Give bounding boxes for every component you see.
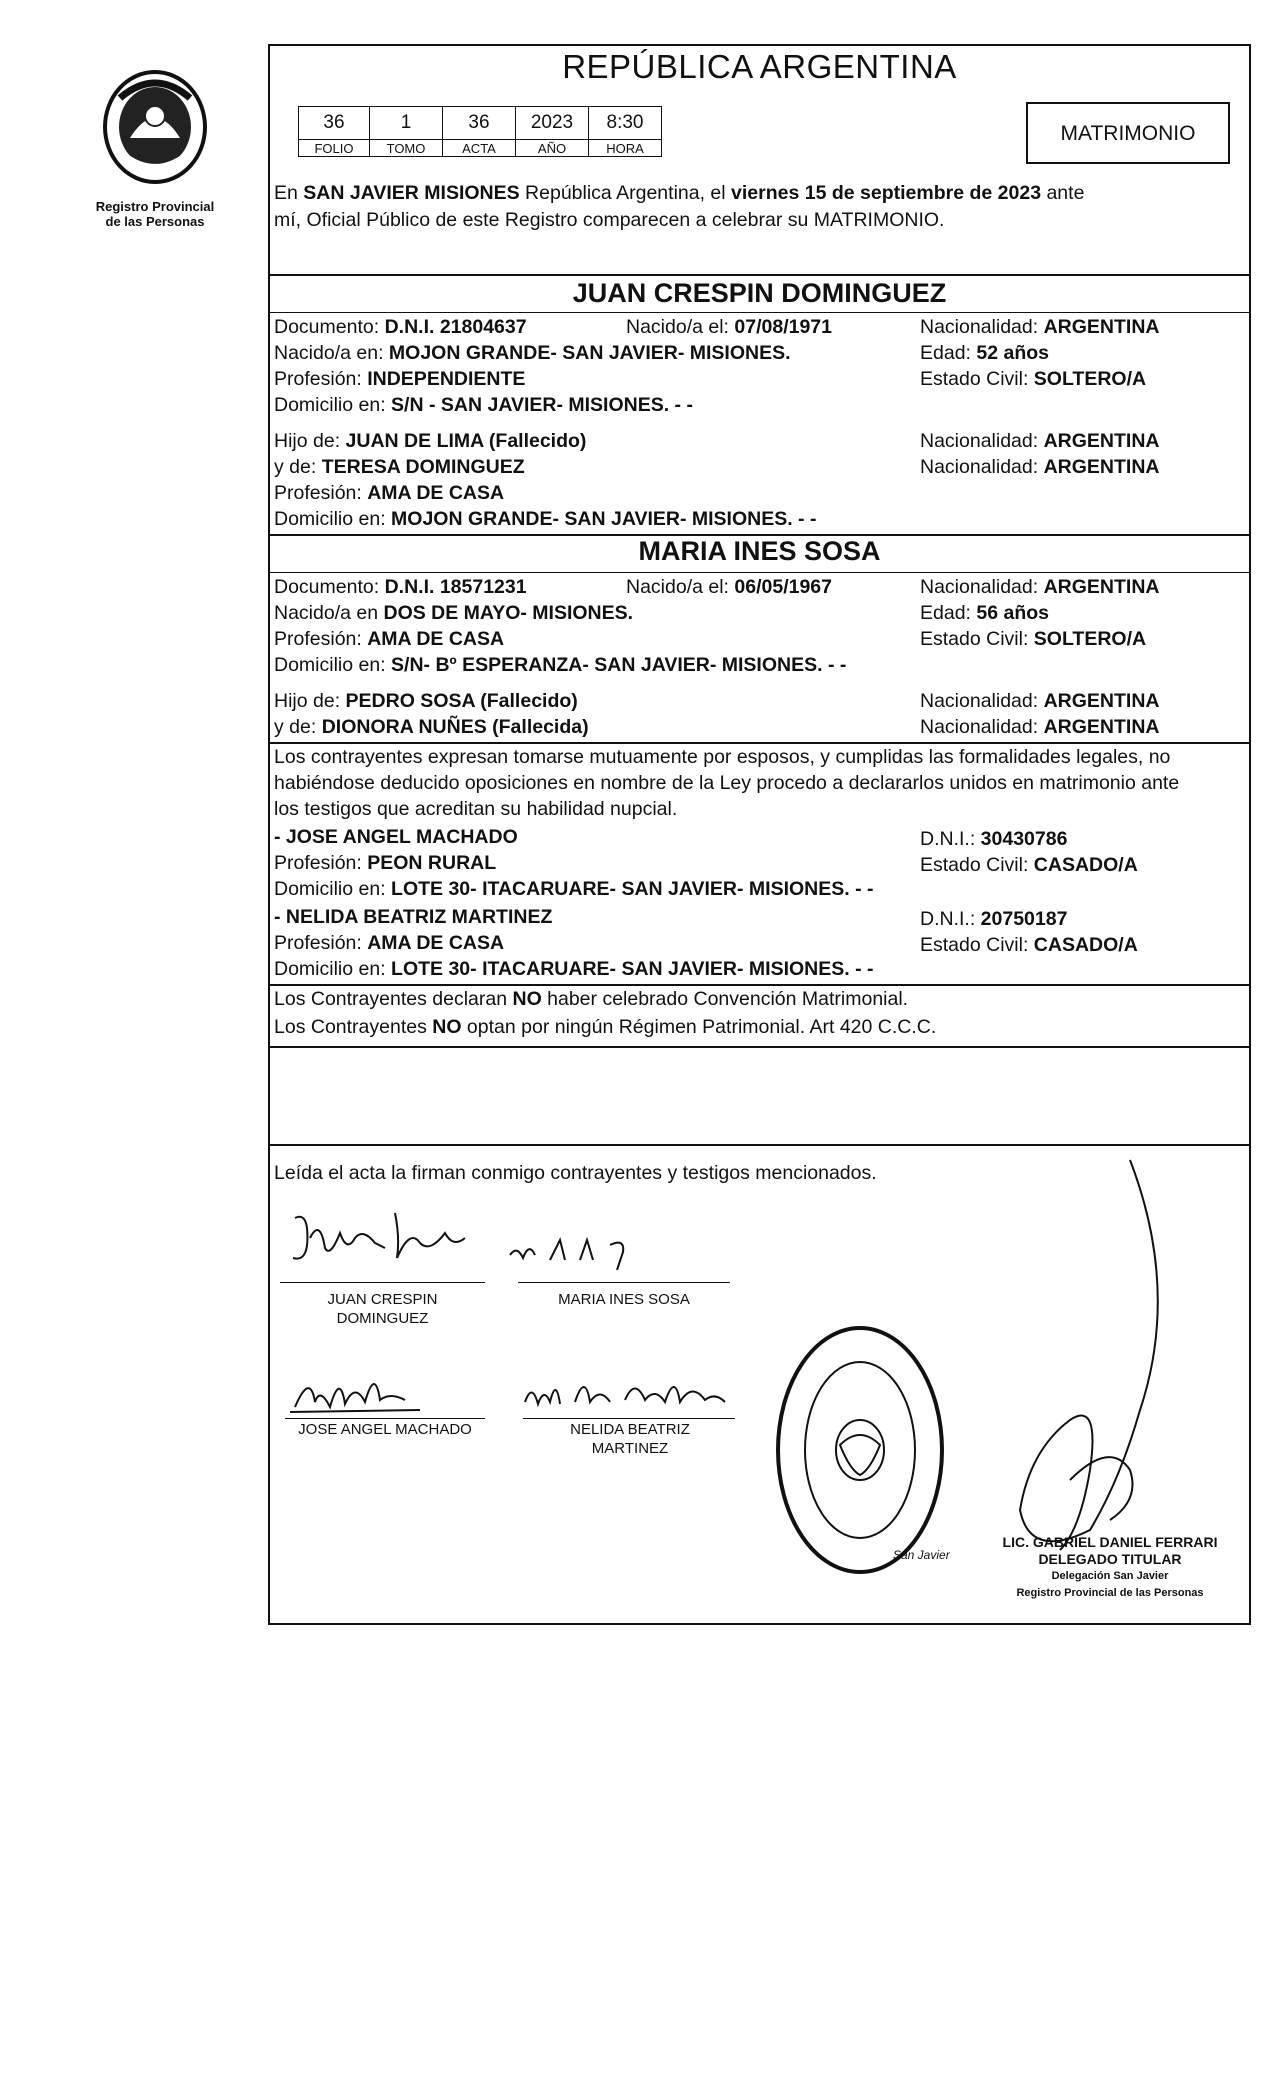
- spouse1-civil-status: Estado Civil: SOLTERO/A: [920, 368, 1147, 390]
- spouse1-mother-nationality: Nacionalidad: ARGENTINA: [920, 456, 1160, 478]
- signature-line: [523, 1418, 735, 1419]
- spouse2-birth-date: Nacido/a el: 06/05/1967: [626, 576, 833, 598]
- spouse1-parents-address: Domicilio en: MOJON GRANDE- SAN JAVIER- MISIONES. - -: [274, 508, 817, 530]
- spouse2-father: Hijo de: PEDRO SOSA (Fallecido): [274, 690, 578, 712]
- signer-jose: JOSE ANGEL MACHADO: [298, 1421, 472, 1438]
- spouse1-age: Edad: 52 años: [920, 342, 1050, 364]
- folio-label: FOLIO: [299, 140, 370, 157]
- official-signature-block: [990, 1534, 1230, 1602]
- spouse2-birth-place: Nacido/a en DOS DE MAYO- MISIONES.: [274, 602, 634, 624]
- spouse1-nationality: Nacionalidad: ARGENTINA: [920, 316, 1160, 338]
- date: viernes 15 de septiembre de 2023: [731, 182, 1042, 204]
- spouse2-address: Domicilio en: S/N- Bº ESPERANZA- SAN JAVIER- MISIONES. - -: [274, 654, 847, 676]
- declaration-line3: los testigos que acreditan su habilidad nupcial.: [274, 798, 678, 820]
- stamp-city: San Javier: [893, 1548, 950, 1562]
- spouse2-father-nationality: Nacionalidad: ARGENTINA: [920, 690, 1160, 712]
- official-office: Delegación San Javier: [1051, 1570, 1169, 1582]
- witness2-civil-status: Estado Civil: CASADO/A: [920, 934, 1138, 956]
- registry-name-line2: de las Personas: [105, 214, 205, 229]
- official-registry: Registro Provincial de las Personas: [1016, 1587, 1204, 1599]
- spouse2-document: Documento: D.N.I. 18571231: [274, 576, 527, 598]
- spouse1-father-nationality: Nacionalidad: ARGENTINA: [920, 430, 1160, 452]
- spouse1-document: Documento: D.N.I. 21804637: [274, 316, 527, 338]
- acta-value: 36: [443, 107, 516, 140]
- witness1-profession: Profesión: PEON RURAL: [274, 852, 497, 874]
- year-value: 2023: [516, 107, 589, 140]
- official-signature-icon: [990, 1150, 1190, 1570]
- spouse1-address: Domicilio en: S/N - SAN JAVIER- MISIONES. - -: [274, 394, 693, 416]
- witness1-dni: D.N.I.: 30430786: [920, 828, 1068, 850]
- official-stamp-icon: [770, 1320, 950, 1580]
- spouse1-mother-profession: Profesión: AMA DE CASA: [274, 482, 505, 504]
- witness2-dni: D.N.I.: 20750187: [920, 908, 1068, 930]
- spouse2-mother-nationality: Nacionalidad: ARGENTINA: [920, 716, 1160, 738]
- section-divider: [268, 274, 1251, 276]
- spouse2-mother: y de: DIONORA NUÑES (Fallecida): [274, 716, 589, 738]
- signature-juan-icon: [285, 1208, 475, 1278]
- note-patrimonial-regime: Los Contrayentes NO optan por ningún Régimen Patrimonial. Art 420 C.C.C.: [274, 1016, 937, 1038]
- spouse2-nationality: Nacionalidad: ARGENTINA: [920, 576, 1160, 598]
- official-name: LIC. GABRIEL DANIEL FERRARI: [1002, 1534, 1218, 1550]
- section-divider: [268, 1144, 1251, 1146]
- spouse1-mother: y de: TERESA DOMINGUEZ: [274, 456, 525, 478]
- name-underline: [268, 312, 1251, 313]
- signature-nelida-icon: [520, 1362, 735, 1422]
- folio-value: 36: [299, 107, 370, 140]
- tomo-value: 1: [370, 107, 443, 140]
- spouse2-civil-status: Estado Civil: SOLTERO/A: [920, 628, 1147, 650]
- signature-line: [280, 1282, 485, 1283]
- registry-name-line1: Registro Provincial: [95, 199, 215, 214]
- witness1-address: Domicilio en: LOTE 30- ITACARUARE- SAN JAVIER- MISIONES. - -: [274, 878, 874, 900]
- spouse1-birth-date: Nacido/a el: 07/08/1971: [626, 316, 833, 338]
- place: SAN JAVIER MISIONES: [303, 182, 520, 204]
- witness1-name: - JOSE ANGEL MACHADO: [274, 826, 518, 848]
- intro-line1: En SAN JAVIER MISIONES República Argentina, el viernes 15 de septiembre de 2023 ante: [274, 182, 1085, 204]
- province-seal-icon: [100, 68, 210, 186]
- spouse2-age: Edad: 56 años: [920, 602, 1050, 624]
- witness2-name: - NELIDA BEATRIZ MARTINEZ: [274, 906, 553, 928]
- witness2-address: Domicilio en: LOTE 30- ITACARUARE- SAN JAVIER- MISIONES. - -: [274, 958, 874, 980]
- spouse2-profession: Profesión: AMA DE CASA: [274, 628, 505, 650]
- note-matrimonial-agreement: Los Contrayentes declaran NO haber celebrado Convención Matrimonial.: [274, 988, 909, 1010]
- act-type-box: MATRIMONIO: [1026, 102, 1230, 164]
- official-title: DELEGADO TITULAR: [1038, 1551, 1182, 1567]
- intro-line2: mí, Oficial Público de este Registro comparecen a celebrar su MATRIMONIO.: [274, 209, 945, 231]
- registry-fields-table: [298, 106, 662, 157]
- signer-maria: MARIA INES SOSA: [558, 1291, 690, 1308]
- declaration-line1: Los contrayentes expresan tomarse mutuamente por esposos, y cumplidas las formalidades legales, no: [274, 746, 1171, 768]
- signature-jose-icon: [290, 1362, 430, 1422]
- spouse2-name: MARIA INES SOSA: [638, 536, 881, 566]
- acta-label: ACTA: [443, 140, 516, 157]
- signature-line: [285, 1418, 485, 1419]
- section-divider: [268, 1046, 1251, 1048]
- spouse1-profession: Profesión: INDEPENDIENTE: [274, 368, 526, 390]
- name-underline: [268, 572, 1251, 573]
- witness2-profession: Profesión: AMA DE CASA: [274, 932, 505, 954]
- signer-juan: JUAN CRESPIN DOMINGUEZ: [327, 1291, 438, 1327]
- hour-label: HORA: [589, 140, 662, 157]
- signature-maria-icon: [505, 1230, 645, 1280]
- country-title: REPÚBLICA ARGENTINA: [562, 48, 957, 85]
- spouse1-father: Hijo de: JUAN DE LIMA (Fallecido): [274, 430, 587, 452]
- spouse1-birth-place: Nacido/a en: MOJON GRANDE- SAN JAVIER- MISIONES.: [274, 342, 791, 364]
- year-label: AÑO: [516, 140, 589, 157]
- spouse1-name: JUAN CRESPIN DOMINGUEZ: [572, 278, 947, 308]
- tomo-label: TOMO: [370, 140, 443, 157]
- witness1-civil-status: Estado Civil: CASADO/A: [920, 854, 1138, 876]
- signer-nelida: NELIDA BEATRIZ MARTINEZ: [570, 1421, 690, 1457]
- closing-statement: Leída el acta la firman conmigo contrayentes y testigos mencionados.: [274, 1162, 877, 1184]
- signature-line: [518, 1282, 730, 1283]
- declaration-line2: habiéndose deducido oposiciones en nombre de la Ley procedo a declararlos unidos en matrimonio ante: [274, 772, 1180, 794]
- hour-value: 8:30: [589, 107, 662, 140]
- registry-logo: [85, 68, 225, 229]
